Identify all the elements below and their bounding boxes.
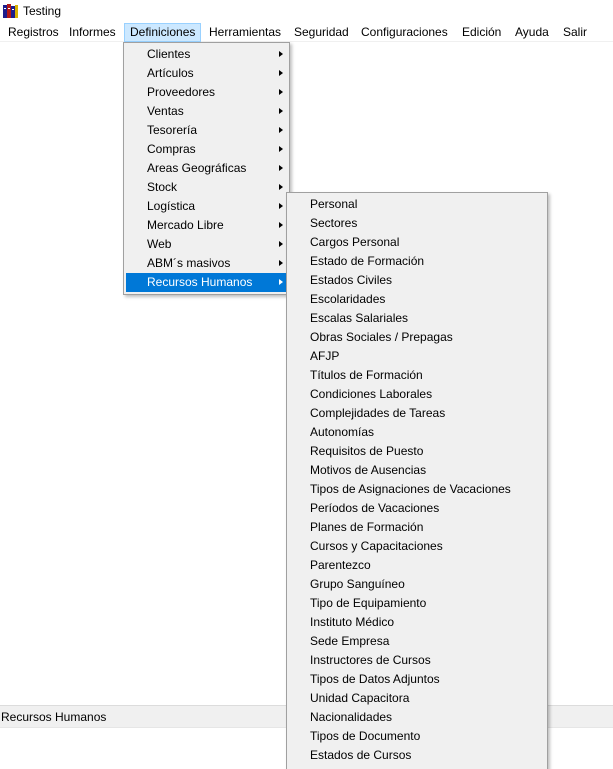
submenu-arrow-icon — [279, 108, 283, 114]
submenu-item[interactable]: Requisitos de Puesto — [310, 444, 424, 458]
menu-item-proveedores[interactable] — [126, 83, 287, 102]
submenu-item[interactable]: Estados Civiles — [310, 273, 393, 287]
submenu-arrow-icon — [279, 89, 283, 95]
submenu-item[interactable]: Tipos de Datos Adjuntos — [310, 672, 440, 686]
recursos-humanos-submenu — [286, 192, 548, 769]
submenu-item[interactable]: Tipos de Documento — [310, 729, 421, 743]
submenu-arrow-icon — [279, 146, 283, 152]
menu-salir[interactable]: Salir — [563, 25, 588, 39]
menu-registros[interactable]: Registros — [8, 25, 59, 39]
menu-item-tesoreria[interactable] — [126, 121, 287, 140]
menu-item-label: Proveedores — [147, 85, 216, 99]
submenu-arrow-icon — [279, 70, 283, 76]
submenu-arrow-icon — [279, 51, 283, 57]
submenu-item[interactable]: Grupo Sanguíneo — [310, 577, 405, 591]
submenu-item[interactable]: Instituto Médico — [310, 615, 395, 629]
submenu-item[interactable]: Títulos de Formación — [310, 368, 423, 382]
menu-definiciones[interactable]: Definiciones — [124, 23, 201, 42]
submenu-item[interactable]: Condiciones Laborales — [310, 387, 433, 401]
menu-item-label: Recursos Humanos — [147, 275, 253, 289]
submenu-item[interactable]: Autonomías — [310, 425, 375, 439]
menu-item-recursos-humanos[interactable] — [126, 273, 287, 292]
menu-seguridad[interactable]: Seguridad — [294, 25, 349, 39]
submenu-item[interactable]: Sede Empresa — [310, 634, 390, 648]
submenu-item[interactable]: Tipo de Equipamiento — [310, 596, 427, 610]
menu-item-abms-masivos[interactable] — [126, 254, 287, 273]
submenu-item[interactable]: Tipos de Asignaciones de Vacaciones — [310, 482, 511, 496]
menu-item-ventas[interactable] — [126, 102, 287, 121]
submenu-arrow-icon — [279, 184, 283, 190]
submenu-arrow-icon — [279, 203, 283, 209]
submenu-arrow-icon — [279, 241, 283, 247]
menu-bar — [0, 23, 613, 42]
menu-item-label: Tesorería — [147, 123, 198, 137]
menu-item-logistica[interactable] — [126, 197, 287, 216]
menu-item-compras[interactable] — [126, 140, 287, 159]
submenu-item[interactable]: Escolaridades — [310, 292, 386, 306]
menu-item-label: Web — [147, 237, 172, 251]
menu-item-label: Stock — [147, 180, 178, 194]
submenu-item[interactable]: Parentezco — [310, 558, 371, 572]
menu-item-label: Ventas — [147, 104, 184, 118]
submenu-item[interactable]: Obras Sociales / Prepagas — [310, 330, 453, 344]
menu-item-web[interactable] — [126, 235, 287, 254]
menu-item-label: Mercado Libre — [147, 218, 224, 232]
title-bar — [0, 0, 613, 23]
menu-item-label: Logística — [147, 199, 196, 213]
menu-ayuda[interactable]: Ayuda — [515, 25, 549, 39]
window-title: Testing — [23, 4, 62, 18]
app-books-icon — [3, 4, 19, 19]
menu-item-stock[interactable] — [126, 178, 287, 197]
submenu-item[interactable]: Períodos de Vacaciones — [310, 501, 440, 515]
submenu-item[interactable]: Complejidades de Tareas — [310, 406, 446, 420]
status-text: Recursos Humanos — [1, 710, 107, 724]
menu-item-clientes[interactable] — [126, 45, 287, 64]
submenu-item[interactable]: Cargos Personal — [310, 235, 400, 249]
submenu-item[interactable]: Cursos y Capacitaciones — [310, 539, 443, 553]
menu-item-articulos[interactable] — [126, 64, 287, 83]
submenu-arrow-icon — [279, 127, 283, 133]
definiciones-dropdown — [123, 42, 290, 295]
menu-herramientas[interactable]: Herramientas — [209, 25, 282, 39]
submenu-arrow-icon — [279, 279, 283, 285]
submenu-item[interactable]: Motivos de Ausencias — [310, 463, 427, 477]
submenu-item[interactable]: Nacionalidades — [310, 710, 393, 724]
menu-item-label: Compras — [147, 142, 196, 156]
submenu-arrow-icon — [279, 260, 283, 266]
submenu-item[interactable]: Estados de Cursos — [310, 748, 412, 762]
submenu-item[interactable]: Sectores — [310, 216, 358, 230]
submenu-arrow-icon — [279, 165, 283, 171]
submenu-item[interactable]: Escalas Salariales — [310, 311, 409, 325]
submenu-item[interactable]: Instructores de Cursos — [310, 653, 431, 667]
menu-edicion[interactable]: Edición — [462, 25, 502, 39]
submenu-item[interactable]: AFJP — [310, 349, 340, 363]
submenu-item[interactable]: Estado de Formación — [310, 254, 425, 268]
menu-item-label: Artículos — [147, 66, 194, 80]
menu-item-mercado-libre[interactable] — [126, 216, 287, 235]
menu-item-label: Clientes — [147, 47, 191, 61]
menu-item-label: ABM´s masivos — [147, 256, 231, 270]
submenu-item[interactable]: Personal — [310, 197, 358, 211]
menu-informes[interactable]: Informes — [69, 25, 116, 39]
submenu-item[interactable]: Unidad Capacitora — [310, 691, 410, 705]
menu-item-label: Areas Geográficas — [147, 161, 247, 175]
menu-configuraciones[interactable]: Configuraciones — [361, 25, 448, 39]
submenu-item[interactable]: Planes de Formación — [310, 520, 424, 534]
submenu-arrow-icon — [279, 222, 283, 228]
menu-item-areas-geograficas[interactable] — [126, 159, 287, 178]
